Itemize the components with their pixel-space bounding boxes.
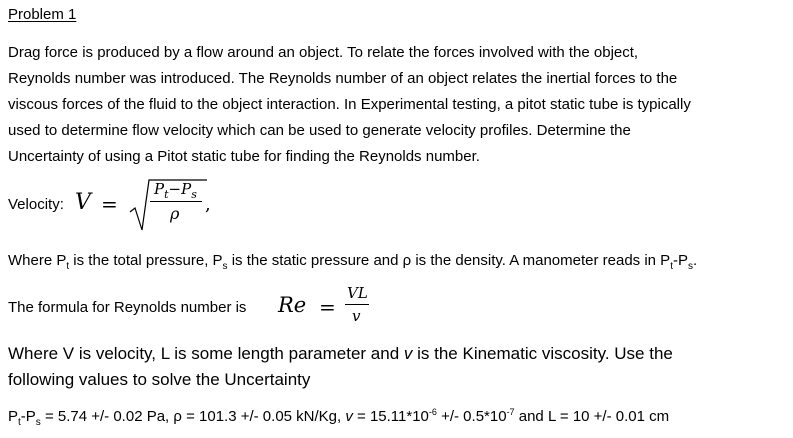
static-pressure-subscript: s (191, 188, 197, 201)
velocity-denominator: ρ (170, 204, 180, 223)
total-pressure-symbol: P (154, 180, 165, 198)
text-run: = 15.11*10 (352, 408, 429, 425)
minus-sign: − (168, 180, 182, 198)
intro-line: Drag force is produced by a flow around an object. To relate the forces involved with the object, (8, 44, 639, 61)
reynolds-symbol: Re (278, 293, 307, 317)
reynolds-denominator: v (352, 307, 361, 325)
intro-line: Reynolds number was introduced. The Reynolds number of an object relates the inertial forces to the (8, 70, 678, 87)
intro-line: used to determine flow velocity which can be used to generate velocity profiles. Determine the (8, 122, 631, 139)
reynolds-numerator: VL (347, 284, 368, 302)
subscript: t (66, 261, 70, 272)
text-run: Where V is velocity, L is some length parameter and (8, 344, 404, 363)
intro-line: viscous forces of the fluid to the object interaction. In Experimental testing, a pitot static tube is typically (8, 96, 691, 113)
static-pressure-symbol: P (181, 180, 192, 198)
fraction-bar (150, 201, 202, 202)
equals-sign: = (101, 192, 118, 216)
subscript: s (222, 261, 228, 272)
variable-definitions (8, 341, 786, 393)
velocity-equation (8, 178, 308, 234)
equation-comma: , (205, 194, 211, 215)
subscript: s (687, 261, 693, 272)
velocity-symbol: V (75, 190, 91, 215)
intro-line: Uncertainty of using a Pitot static tube for finding the Reynolds number. (8, 148, 480, 165)
exponent: -7 (506, 407, 515, 417)
text-run: +/- 0.5*10 (436, 408, 507, 425)
exponent: -6 (428, 407, 437, 417)
text-run: -P (20, 408, 36, 425)
total-pressure-subscript: t (164, 188, 169, 201)
text-run: -P (672, 252, 688, 269)
problem-title: Problem 1 (8, 6, 77, 23)
intro-paragraph (8, 40, 786, 170)
subscript: t (670, 261, 673, 272)
text-run: . (692, 252, 698, 269)
reynolds-label: The formula for Reynolds number is (8, 299, 247, 316)
text-run: = 5.74 +/- 0.02 Pa, ρ = 101.3 +/- 0.05 kN/Kg, (40, 408, 346, 425)
viscosity-symbol: v (345, 408, 353, 425)
text-run: P (8, 408, 19, 425)
text-run: and L = 10 +/- 0.01 cm (514, 408, 670, 425)
equals-sign: = (319, 295, 336, 319)
text-run: is the Kinematic viscosity. Use the (412, 344, 673, 363)
fraction-bar (345, 304, 369, 305)
subscript: t (18, 417, 21, 428)
text-run: is the total pressure, P (69, 252, 223, 269)
text-run: Where P (8, 252, 67, 269)
viscosity-symbol: v (403, 344, 413, 363)
pressure-definitions (8, 252, 697, 272)
text-run: is the static pressure and ρ is the density. A manometer reads in P (227, 252, 671, 269)
given-values (8, 407, 669, 428)
velocity-numerator (154, 180, 197, 201)
reynolds-equation (8, 282, 428, 332)
velocity-label: Velocity: (8, 196, 64, 213)
definition-line (8, 341, 786, 367)
subscript: s (35, 417, 41, 428)
definition-line: following values to solve the Uncertainty (8, 370, 311, 389)
